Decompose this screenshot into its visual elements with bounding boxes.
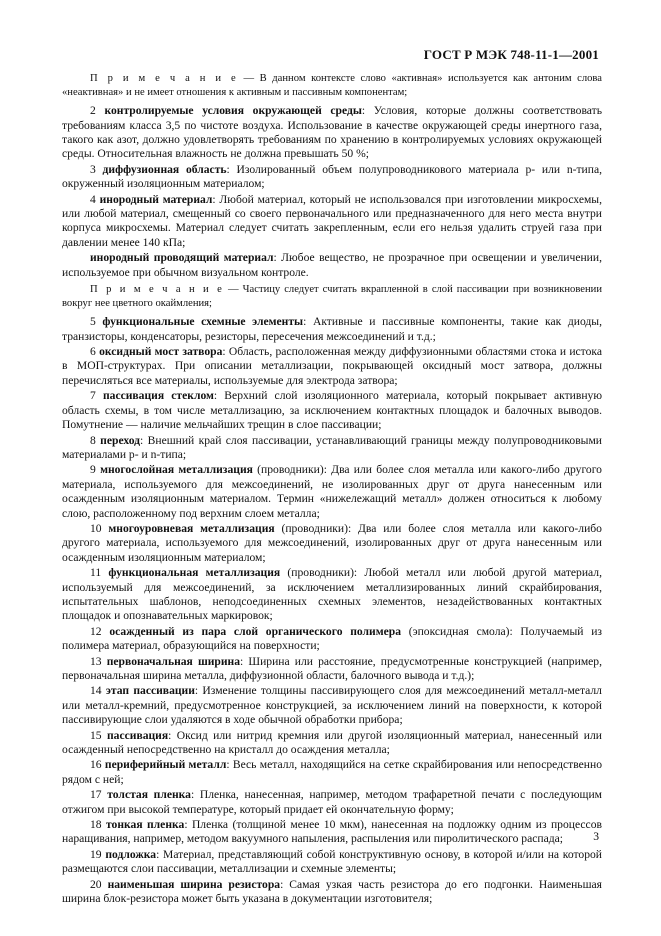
definition-number: 16 (90, 758, 102, 772)
definition-text: : Внешний край слоя пассивации, устанавливающий границы между полупроводниковыми материалами р- и n-типа; (62, 433, 602, 461)
definition-text: : Пленка (толщиной менее 10 мкм), нанесенная на подложку одним из процессов наращивания, например, методом вакуумного напыления, распыления или пиролитического распада; (62, 818, 602, 846)
definition-2 (62, 104, 602, 162)
definition-text: : Область, расположенная между диффузионными областями стока и истока в МОП-структурах. При описании металлизации, покрывающей оксидный мост затвора, должны перечисляться все материалы, используемые для электрода затвора; (62, 345, 602, 387)
definition-text: (проводники): Два или более слоя металла или какого-либо другого материала, используемого для межсоединений, не изолированных друг от друга нанесенным или осажденным изоляционным материалом. Термин «нижележащий металл» должен относиться к любому слою, расположенному под верхним слоем металла; (62, 463, 602, 520)
definition-term: функциональные схемные элементы (102, 315, 304, 329)
definition-term: периферийный металл (104, 758, 227, 772)
note-paragraph (62, 283, 602, 310)
definition-number: 9 (90, 463, 96, 477)
definition-term: наименьшая ширина резистора (107, 877, 281, 891)
definition-19 (62, 848, 602, 877)
definition-text: : Ширина или расстояние, предусмотренные конструкцией (например, первоначальная ширина металла, диффузионной области, балочного вывода и т.д.); (62, 654, 602, 682)
definition-number: 15 (90, 728, 102, 742)
definition-text: : Пленка, нанесенная, например, методом трафаретной печати с последующим отжигом при высокой температуре, который придает ей окончательную форму; (62, 788, 603, 816)
definition-8 (62, 434, 602, 463)
note-text: — Частицу следует считать вкрапленной в слой пассивации при возникновении вокруг нее цветного окаймления; (62, 284, 602, 309)
document-header: ГОСТ Р МЭК 748-11-1—2001 (423, 47, 599, 62)
definition-number: 18 (90, 818, 102, 832)
definition-number: 7 (90, 389, 96, 403)
definition-term: осажденный из пара слой органического полимера (109, 624, 402, 638)
definition-number: 4 (90, 192, 96, 206)
definition-term: переход (100, 433, 141, 447)
definition-number: 5 (90, 315, 96, 329)
definition-term: многоуровневая металлизация (108, 521, 275, 535)
definition-number: 3 (90, 162, 96, 176)
definition-3 (62, 163, 602, 192)
definition-text: : Верхний слой изоляционного материала, который покрывает активную область схемы, в том числе металлизацию, за исключением контактных площадок и балочных выводов. Помутнение — наличие мельчайших трещин в слое пассивации; (62, 389, 602, 432)
note-label: П р и м е ч а н и е (90, 284, 225, 296)
definition-text: (эпоксидная смола): Получаемый из полимера материал, образующийся на поверхности; (62, 624, 602, 653)
note-text: — В данном контексте слово «активная» используется как антоним слова «неактивная» и не имеет отношения к активным и пассивным компонентам; (62, 73, 602, 98)
definition-text: : Материал, представляющий собой конструктивную основу, в которой и/или на которой размещаются слои пассивации, металлизации и схемные элементы; (62, 847, 602, 876)
definition-12 (62, 625, 602, 654)
definition-text: : Любой материал, который не использовался при изготовлении микросхемы, или любой материал, смещенный со своего первоначального или предназначенного для него места внутри корпуса микросхемы. Материал следует считать закрепленным, если его нельзя удалить струей газа при давлении менее 140 кПа; (62, 192, 602, 249)
definition-13 (62, 655, 602, 684)
definition-term: функциональная металлизация (108, 566, 281, 580)
definition-15 (62, 729, 602, 758)
definition-text: : Самая узкая часть резистора до его подгонки. Наименьшая ширина блок-резистора может быть указана в документации изготовителя; (62, 877, 602, 906)
definition-6 (62, 345, 602, 388)
definition-14 (62, 684, 602, 727)
definition-7 (62, 389, 602, 432)
definition-term: инородный проводящий материал (90, 251, 274, 265)
definition-text: (проводники): Два или более слоя металла или какого-либо другого материала, используемого для межсоединений, изолированных друг от друга нанесенным или осажденным изоляционным материалом; (62, 521, 602, 564)
definition-number: 19 (90, 847, 102, 861)
definition-term: подложка (105, 847, 157, 861)
definition-number: 12 (90, 624, 102, 638)
definition-term: инородный материал (99, 192, 213, 206)
definition-term: первоначальная ширина (106, 654, 241, 668)
definition-number: 8 (90, 433, 96, 447)
definition-number: 14 (90, 684, 102, 698)
definition-17 (62, 788, 602, 817)
definition-term: этап пассивации (105, 684, 195, 698)
definition-number: 13 (90, 654, 102, 668)
definition-number: 20 (90, 877, 102, 891)
definition-term: оксидный мост затвора (99, 345, 223, 359)
definition-10 (62, 522, 602, 565)
definition-11 (62, 566, 602, 624)
definition-term: тонкая пленка (106, 818, 185, 832)
definition-text: : Активные и пассивные компоненты, такие как диоды, транзисторы, конденсаторы, резисторы, пересечения межсоединений и т.д.; (62, 315, 602, 343)
note-label: П р и м е ч а н и е (90, 73, 238, 84)
definition-number: 17 (90, 788, 102, 802)
definition-foreign-conductive (62, 251, 602, 280)
definition-number: 10 (90, 521, 102, 535)
definition-9 (62, 463, 602, 521)
document-body (62, 69, 602, 907)
definition-text: : Оксид или нитрид кремния или другой изоляционный материал, нанесенный или осажденный непосредственно на кристалл до осаждения металла; (62, 728, 602, 757)
definition-number: 6 (90, 345, 96, 359)
definition-text: : Условия, которые должны соответствовать требованиям класса 3,5 по чистоте воздуха. Использование в качестве окружающей среды инертного газа, такого как азот, должно удовлетворять требованиям по хранению в контролируемых условиях окружающей среды. Относительная влажность не должна превышать 50 %; (62, 104, 602, 161)
definition-text: : Любое вещество, не прозрачное при освещении и увеличении, используемое при обычном визуальном контроле. (62, 251, 602, 279)
definition-text: : Изменение толщины пассивирующего слоя для межсоединений металл-металл или металл-кремний, предусмотренное конструкцией, за исключением линий на поверхности, к которой пассивирующие слои удаляются в ходе обычной обработки прибора; (62, 684, 602, 727)
definition-term: толстая пленка (107, 788, 191, 802)
definition-text: (проводники): Любой металл или любой другой материал, используемый для межсоединений, за исключением металлизированных линий скрайбирования, испытательных шаблонов, неподсоединенных схемных элементов, незадействованных контактных площадок и опознавательных маркировок; (62, 566, 602, 623)
definition-term: пассивация (107, 728, 169, 742)
definition-text: : Весь металл, находящийся на сетке скрайбирования или непосредственно рядом с ней; (62, 758, 602, 786)
definition-18 (62, 818, 602, 847)
definition-term: диффузионная область (102, 162, 227, 176)
definition-4 (62, 193, 602, 251)
definition-text: : Изолированный объем полупроводникового материала p- или n-типа, окруженный изоляционным материалом; (62, 162, 603, 191)
definition-20 (62, 878, 602, 907)
definition-term: контролируемые условия окружающей среды (104, 104, 362, 118)
definition-term: пассивация стеклом (102, 389, 214, 403)
definition-number: 11 (90, 566, 102, 580)
page-number: 3 (593, 830, 599, 843)
definition-term: многослойная металлизация (100, 463, 253, 477)
note-paragraph (62, 72, 602, 99)
definition-number: 2 (90, 104, 96, 118)
definition-16 (62, 758, 602, 787)
definition-5 (62, 315, 602, 344)
